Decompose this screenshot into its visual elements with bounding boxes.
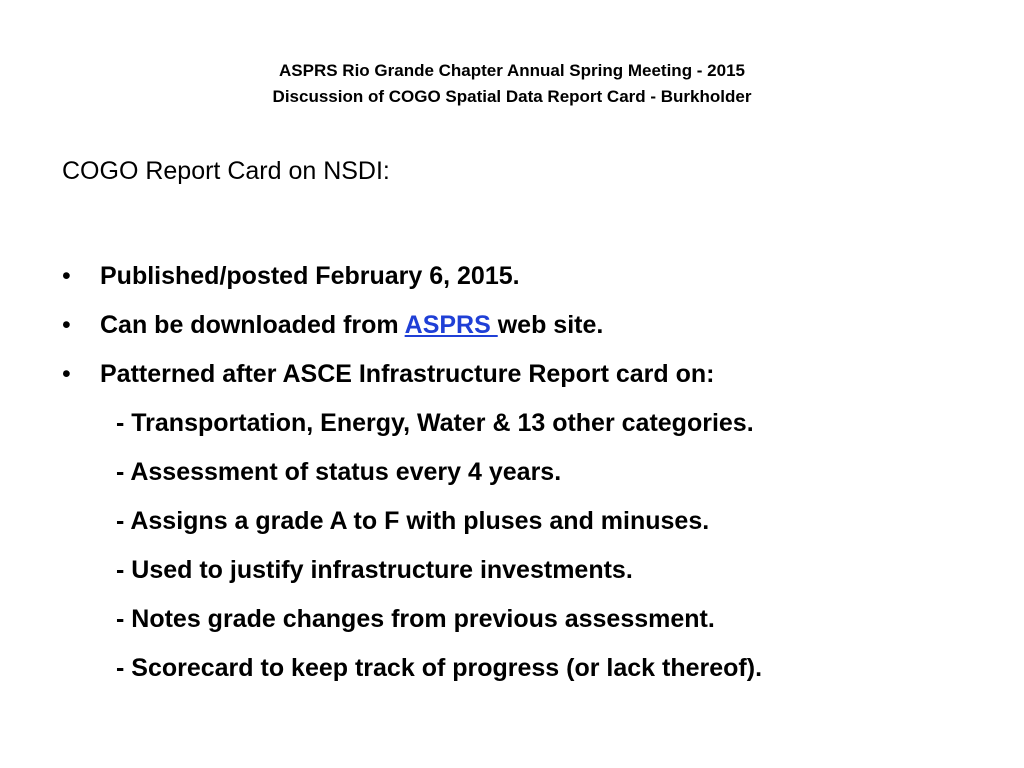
header-line-2: Discussion of COGO Spatial Data Report Card - Burkholder bbox=[272, 87, 752, 106]
slide-heading: COGO Report Card on NSDI: bbox=[62, 157, 390, 185]
bullet-text-published: Published/posted February 6, 2015. bbox=[100, 262, 520, 290]
bullet-dot-icon: • bbox=[62, 262, 71, 290]
sub-item-assessment: - Assessment of status every 4 years. bbox=[116, 458, 562, 486]
sub-item-grade: - Assigns a grade A to F with pluses and minuses. bbox=[116, 507, 710, 535]
header-line-1: ASPRS Rio Grande Chapter Annual Spring Meeting - 2015 bbox=[279, 61, 745, 80]
sub-item-categories: - Transportation, Energy, Water & 13 other categories. bbox=[116, 409, 754, 437]
bullet-item-download bbox=[62, 301, 982, 350]
sub-item-grade-changes: - Notes grade changes from previous assessment. bbox=[116, 605, 715, 633]
bullet-text-patterned: Patterned after ASCE Infrastructure Report card on: bbox=[100, 360, 715, 388]
bullet-text-download-prefix: Can be downloaded from bbox=[100, 311, 405, 339]
bullet-item-patterned bbox=[62, 350, 982, 399]
bullet-text-download-suffix: web site. bbox=[497, 311, 604, 339]
bullet-dot-icon: • bbox=[62, 311, 71, 339]
sub-item-investments: - Used to justify infrastructure investments. bbox=[116, 556, 633, 584]
bullet-list bbox=[62, 252, 982, 693]
bullet-dot-icon: • bbox=[62, 360, 71, 388]
sub-item-scorecard: - Scorecard to keep track of progress (or lack thereof). bbox=[116, 654, 763, 682]
bullet-item-published bbox=[62, 252, 982, 301]
slide-header bbox=[0, 58, 1024, 110]
asprs-link[interactable]: ASPRS bbox=[404, 311, 498, 339]
